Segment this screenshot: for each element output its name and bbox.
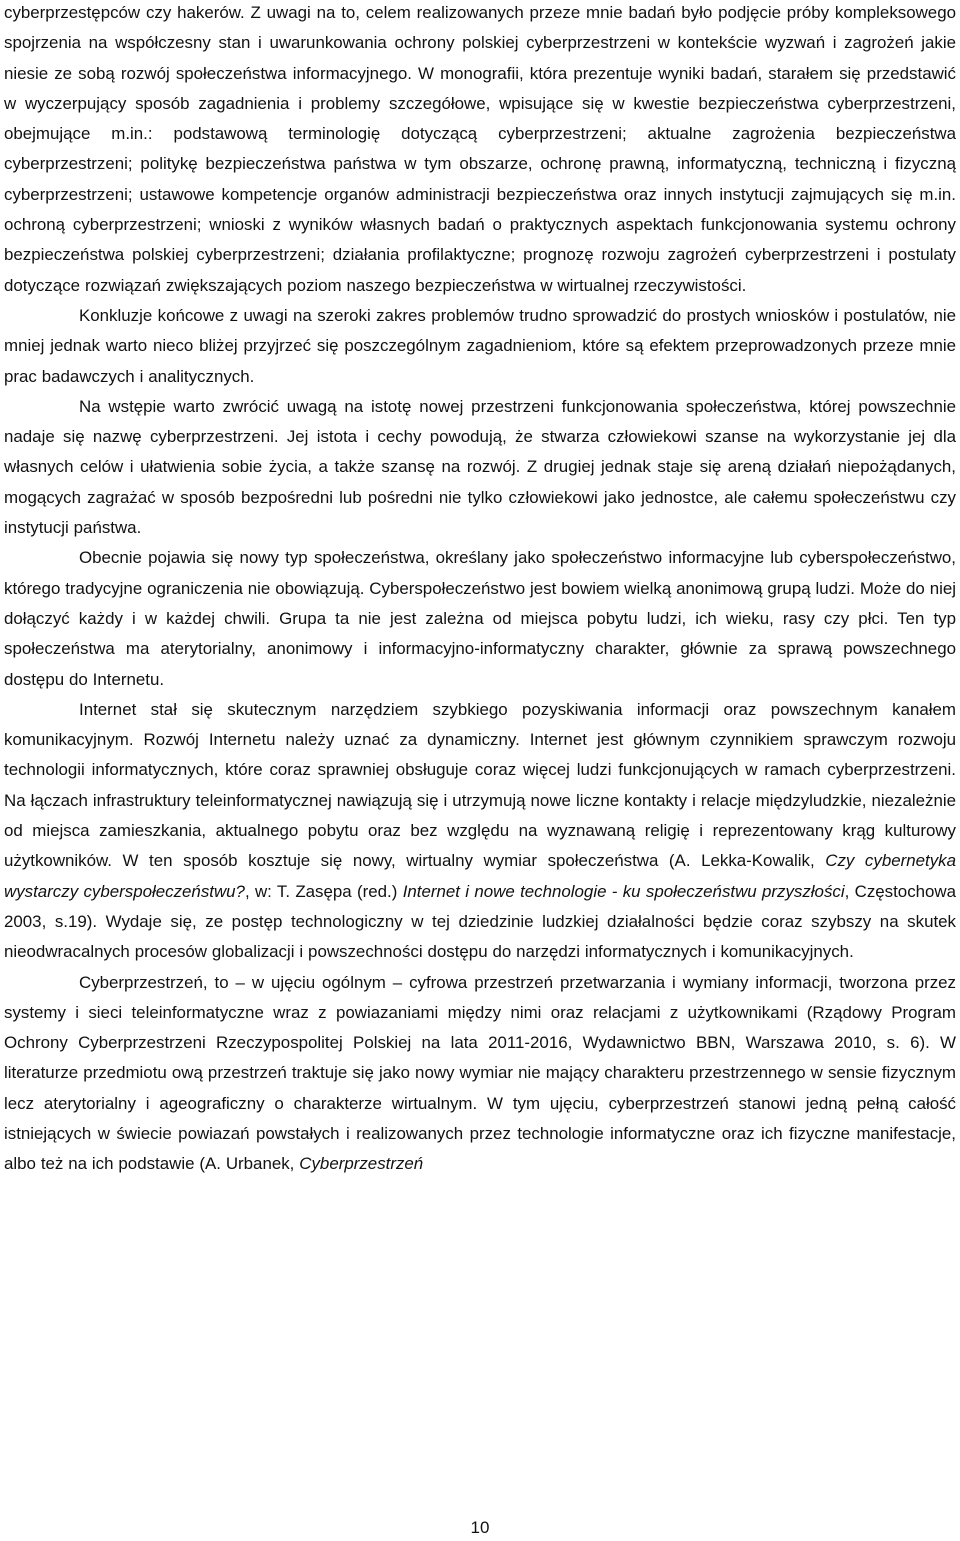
paragraph [4,695,956,968]
paragraph-text: Internet stał się skutecznym narzędziem szybkiego pozyskiwania informacji oraz powszechnym kanałem komunikacyjnym. Rozwój Internetu należy uznać za dynamiczny. Internet jest głównym czynnikiem sprawczym rozwoju technologii informatycznych, które coraz sprawniej obsługuje coraz więcej ludzi funkcjonujących w ramach cyberprzestrzeni. Na łączach infrastruktury teleinformatycznej nawiązują się i utrzymują nowe liczne kontakty i relacje międzyludzkie, niezależnie od miejsca zamieszkania, aktualnego pobytu oraz bez względu na wyznawaną religię i reprezentowany krąg kulturowy użytkowników. W ten sposób kosztuje się nowy, wirtualny wymiar społeczeństwa (A. Lekka-Kowalik, [4,699,956,871]
italic-citation-title: Cyberprzestrzeń [299,1154,424,1174]
paragraph-text: Konkluzje końcowe z uwagi na szeroki zakres problemów trudno sprowadzić do prostych wniosków i postulatów, nie mniej jednak warto nieco bliżej przyjrzeć się poszczególnym zagadnieniom, które są efektem przeprowadzonych przeze mnie prac badawczych i analitycznych. [4,305,956,386]
paragraph [4,392,956,543]
paragraph-text: Obecnie pojawia się nowy typ społeczeństwa, określany jako społeczeństwo informacyjne lub cyberspołeczeństwo, którego tradycyjne ograniczenia nie obowiązują. Cyberspołeczeństwo jest bowiem wielką anonimową grupą ludzi. Może do niej dołączyć każdy i w każdej chwili. Grupa ta nie jest zależna od miejsca pobytu ludzi, ich wieku, rasy czy płci. Ten typ społeczeństwa ma aterytorialny, anonimowy i informacyjno-informatyczny charakter, głównie za sprawą powszechnego dostępu do Internetu. [4,548,956,689]
italic-citation-title: Czy cybernetyka wystarczy cyberspołeczeństwu? [4,851,956,901]
paragraph [4,0,956,301]
italic-citation-title: Internet i nowe technologie - ku społeczeństwu przyszłości [402,881,845,901]
page-number: 10 [470,1518,490,1537]
paragraph-text: , Częstochowa 2003, s.19). Wydaje się, ze postęp technologiczny w tej dziedzinie ludzkiej działalności będzie coraz szybszy na skutek nieodwracalnych procesów globalizacji i powszechności dostępu do narzędzi informatycznych i komunikacyjnych. [4,881,957,962]
paragraph [4,301,956,392]
paragraph [4,968,956,1180]
document-body [4,0,956,1180]
paragraph [4,543,956,694]
paragraph-text: Na wstępie warto zwrócić uwagą na istotę nowej przestrzeni funkcjonowania społeczeństwa, której powszechnie nadaje się nazwę cyberprzestrzeni. Jej istota i cechy powodują, że stwarza człowiekowi szanse na wykorzystanie jej dla własnych celów i ułatwienia sobie życia, a także szansę na rozwój. Z drugiej jednak staje się areną działań niepożądanych, mogących zagrażać w sposób bezpośredni lub pośredni nie tylko człowiekowi jako jednostce, ale całemu społeczeństwu czy instytucji państwa. [4,396,956,538]
paragraph-text: , w: T. Zasępa (red.) [244,881,403,901]
paragraph-text: Cyberprzestrzeń, to – w ujęciu ogólnym – cyfrowa przestrzeń przetwarzania i wymiany informacji, tworzona przez systemy i sieci teleinformatyczne wraz z powiazaniami między nimi oraz relacjami z użytkownikami (Rządowy Program Ochrony Cyberprzestrzeni Rzeczypospolitej Polskiej na lata 2011-2016, Wydawnictwo BBN, Warszawa 2010, s. 6). W literaturze przedmiotu ową przestrzeń traktuje się jako nowy wymiar nie mający charakteru przestrzennego w sensie fizycznym lecz aterytorialny i ageograficzny o charakterze wirtualnym. W tym ujęciu, cyberprzestrzeń stanowi jedną pełną całość istniejących w świecie powiazań powstałych i realizowanych przez technologie informatyczne oraz ich fizyczne manifestacje, albo też na ich podstawie (A. Urbanek, [4,972,956,1174]
paragraph-text: cyberprzestępców czy hakerów. Z uwagi na to, celem realizowanych przeze mnie badań było podjęcie próby kompleksowego spojrzenia na współczesny stan i uwarunkowania ochrony polskiej cyberprzestrzeni w kontekście wyzwań i zagrożeń jakie niesie ze sobą rozwój społeczeństwa informacyjnego. W monografii, która prezentuje wyniki badań, starałem się przedstawić w wyczerpujący sposób zagadnienia i problemy szczegółowe, wpisujące się w kwestie bezpieczeństwa cyberprzestrzeni, obejmujące m.in.: podstawową terminologię dotyczącą cyberprzestrzeni; aktualne zagrożenia bezpieczeństwa cyberprzestrzeni; politykę bezpieczeństwa państwa w tym obszarze, ochronę prawną, informatyczną, techniczną i fizyczną cyberprzestrzeni; ustawowe kompetencje organów administracji bezpieczeństwa oraz innych instytucji zajmujących się m.in. ochroną cyberprzestrzeni; wnioski z wyników własnych badań o praktycznych aspektach funkcjonowania systemu ochrony bezpieczeństwa polskiej cyberprzestrzeni; działania profilaktyczne; prognozę rozwoju zagrożeń cyberprzestrzeni i postulaty dotyczące rozwiązań zwiększających poziom naszego bezpieczeństwa w wirtualnej rzeczywistości. [4,3,956,295]
